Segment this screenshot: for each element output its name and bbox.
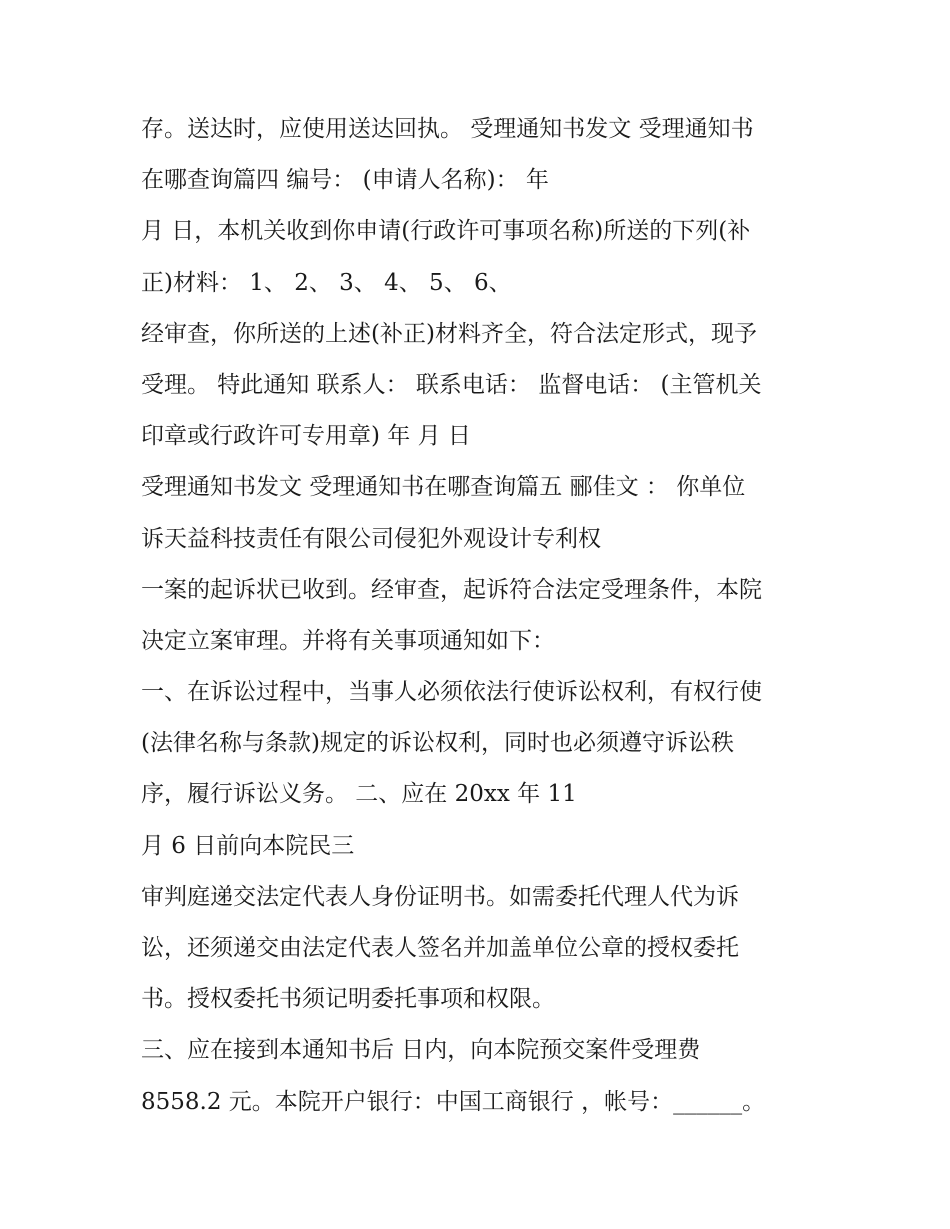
text-line: 三、应在接到本通知书后 日内，向本院预交案件受理费 [141, 1037, 701, 1064]
text-line: 序，履行诉讼义务。 二、应在 20xx 年 11 [141, 781, 577, 808]
document-body [141, 109, 821, 1133]
text-line: 受理。 特此通知 联系人： 联系电话： 监督电话： (主管机关 [141, 371, 762, 398]
text-line: 正)材料： 1、 2、 3、 4、 5、 6、 [141, 269, 512, 296]
text-line: 决定立案审理。并将有关事项通知如下： [141, 627, 555, 654]
text-line: 月 6 日前向本院民三 [141, 832, 355, 859]
text-line: 书。授权委托书须记明委托事项和权限。 [141, 986, 555, 1013]
text-line: 月 日，本机关收到你申请(行政许可事项名称)所送的下列(补 [141, 218, 751, 245]
text-line: 受理通知书发文 受理通知书在哪查询篇五 郦佳文 ： 你单位 [141, 474, 746, 501]
text-line: 审判庭递交法定代表人身份证明书。如需委托代理人代为诉 [141, 883, 739, 910]
text-line: 一案的起诉状已收到。经审查，起诉符合法定受理条件，本院 [141, 576, 762, 603]
text-line: 印章或行政许可专用章) 年 月 日 [141, 423, 471, 450]
text-line: 诉天益科技责任有限公司侵犯外观设计专利权 [141, 525, 601, 552]
text-line: 经审查，你所送的上述(补正)材料齐全，符合法定形式，现予 [141, 320, 757, 347]
text-line: 一、在诉讼过程中，当事人必须依法行使诉讼权利，有权行使 [141, 679, 762, 706]
text-line: (法律名称与条款)规定的诉讼权利，同时也必须遵守诉讼秩 [141, 730, 734, 757]
text-line: 8558.2 元。本院开户银行：中国工商银行 ，帐号：______。 [141, 1088, 766, 1115]
text-line: 在哪查询篇四 编号： (申请人名称)： 年 [141, 167, 549, 194]
text-line: 讼，还须递交由法定代表人签名并加盖单位公章的授权委托 [141, 935, 739, 961]
text-line: 存。送达时，应使用送达回执。 受理通知书发文 受理通知书 [141, 116, 754, 142]
